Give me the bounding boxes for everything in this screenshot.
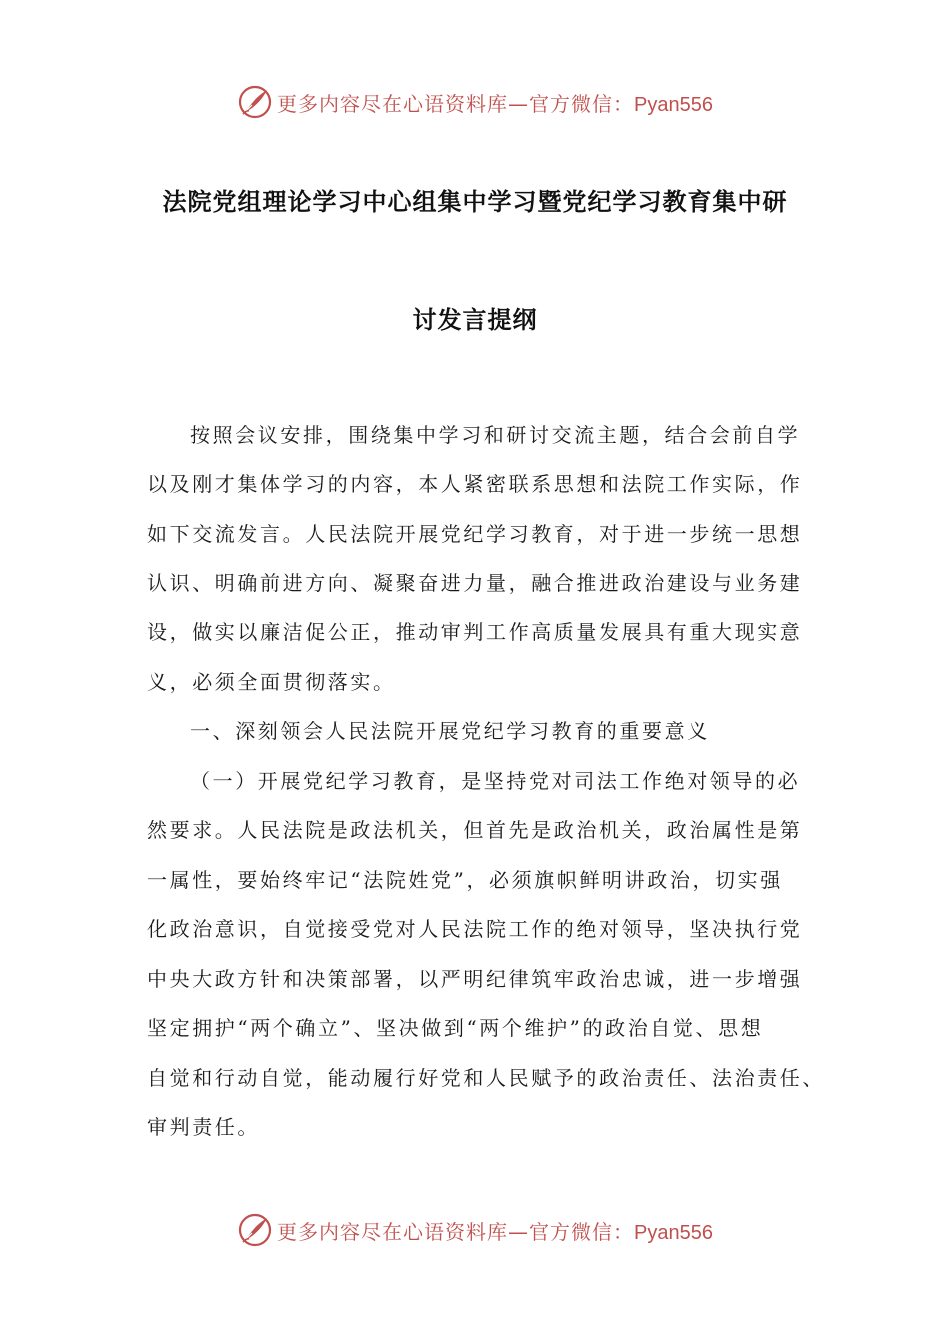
paragraph-line: 一属性，要始终牢记“法院姓党”，必须旗帜鲜明讲政治，切实强 [147,868,783,892]
paragraph-line: 按照会议安排，围绕集中学习和研讨交流主题，结合会前自学 [190,423,801,447]
wechat-id: Pyan556 [634,1221,713,1244]
paragraph-line: 坚定拥护“两个确立”、坚决做到“两个维护”的政治自觉、思想 [147,1016,764,1040]
banner-text [277,1216,713,1245]
paragraph-line: 自觉和行动自觉，能动履行好党和人民赋予的政治责任、法治责任、 [147,1066,825,1090]
paragraph-line: 中央大政方针和决策部署，以严明纪律筑牢政治忠诚，进一步增强 [147,967,803,991]
paragraph-line: 审判责任。 [147,1115,260,1139]
footer-banner [0,1208,950,1252]
document-title-line-2: 讨发言提纲 [412,306,538,334]
paragraph-line: 义，必须全面贯彻落实。 [147,670,396,694]
banner-text [277,88,713,117]
document-title-line-1: 法院党组理论学习中心组集中学习暨党纪学习教育集中研 [162,188,788,216]
quill-logo-icon [237,1212,273,1248]
paragraph-line: 如下交流发言。人民法院开展党纪学习教育，对于进一步统一思想 [147,522,803,546]
paragraph-line: 认识、明确前进方向、凝聚奋进力量，融合推进政治建设与业务建 [147,571,803,595]
quill-logo-icon [237,84,273,120]
paragraph-line: 以及刚才集体学习的内容，本人紧密联系思想和法院工作实际，作 [147,472,803,496]
banner-label: 更多内容尽在心语资料库—官方微信： [277,91,635,116]
paragraph-line: 设，做实以廉洁促公正，推动审判工作高质量发展具有重大现实意 [147,620,803,644]
paragraph-line: 然要求。人民法院是政法机关，但首先是政治机关，政治属性是第 [147,818,803,842]
paragraph-line: （一）开展党纪学习教育，是坚持党对司法工作绝对领导的必 [190,769,801,793]
section-heading: 一、深刻领会人民法院开展党纪学习教育的重要意义 [190,719,710,743]
banner-label: 更多内容尽在心语资料库—官方微信： [277,1219,635,1244]
header-banner [0,80,950,124]
paragraph-line: 化政治意识，自觉接受党对人民法院工作的绝对领导，坚决执行党 [147,917,803,941]
wechat-id: Pyan556 [634,93,713,116]
